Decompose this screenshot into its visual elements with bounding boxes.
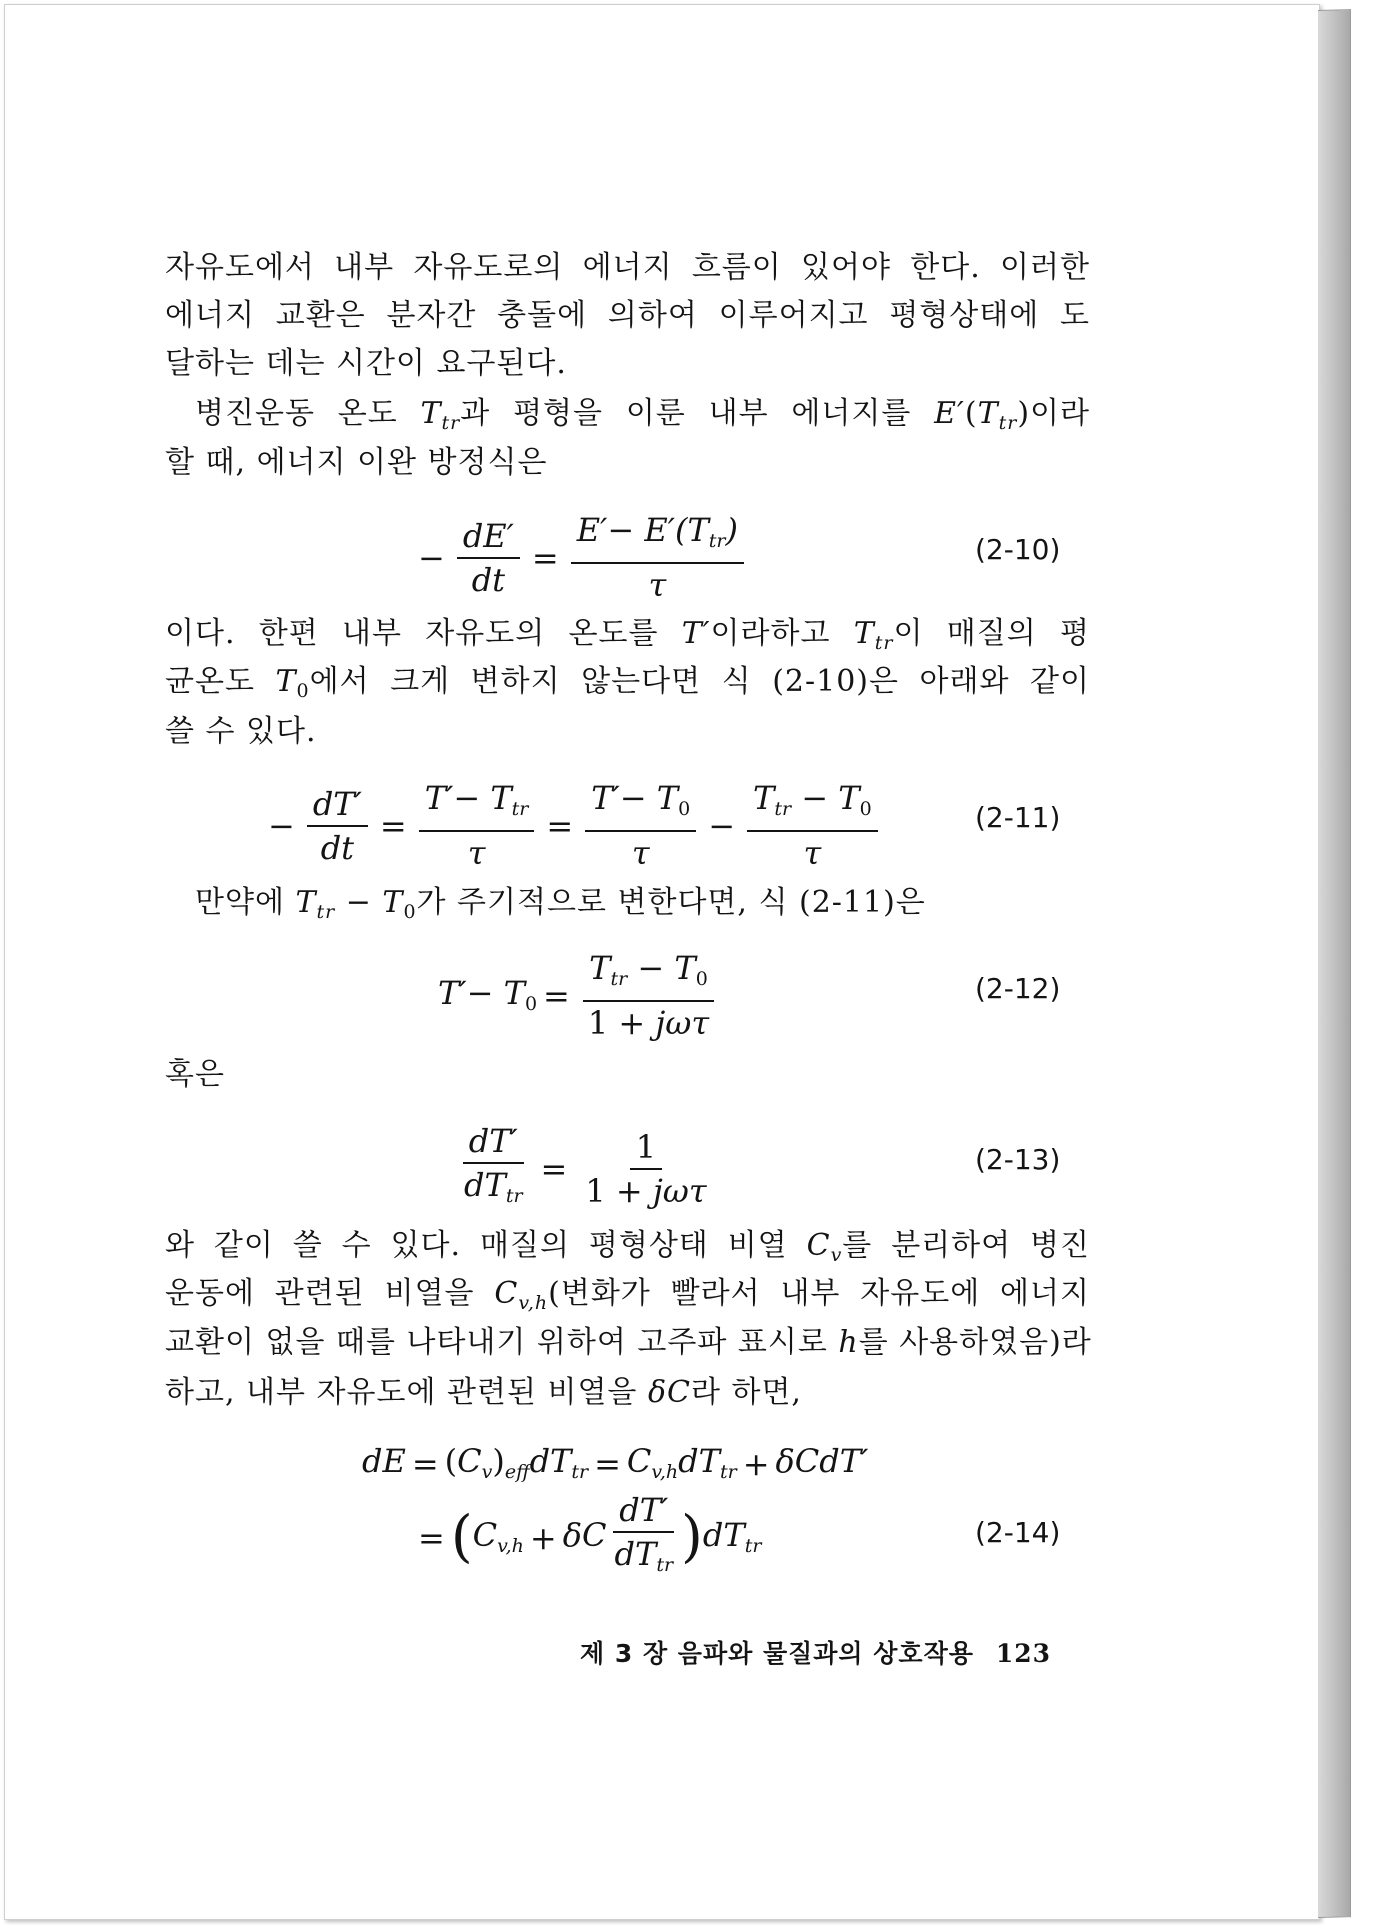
equation-number: (2-13) — [975, 1143, 1061, 1176]
text-line: 와 같이 쓸 수 있다. 매질의 평형상태 비열 $C_v$를 분리하여 병진 — [165, 1228, 1090, 1266]
equation-2-11: − $\frac{dT'}{dt}$ = $\frac{T'- T_{tr}}{\tau}$ = $\frac{T'- T_0}{\tau}$ − $\frac{T_{tr} - T_0}{\tau}$ — [262, 780, 884, 871]
equation-number: (2-12) — [975, 972, 1061, 1005]
text-line: 혹은 — [165, 1057, 225, 1092]
text-line: 병진운동 온도 $T_{tr}$과 평형을 이룬 내부 에너지를 $E'(T_{tr})$이라 — [195, 396, 1090, 434]
equation-2-12: $T'- T_0$ = $\frac{T_{tr} - T_0}{\text{1 + jωτ}}$ — [438, 950, 721, 1041]
text-line: 할 때, 에너지 이완 방정식은 — [165, 445, 548, 480]
text-line: 이다. 한편 내부 자유도의 온도를 T′이라하고 $T_{tr}$이 매질의 평 — [165, 616, 1090, 654]
page-edge — [1318, 9, 1351, 1918]
page-number: 123 — [995, 1639, 1052, 1668]
equation-number: (2-10) — [975, 533, 1061, 566]
equation-number: (2-14) — [975, 1516, 1061, 1549]
text-line: 에너지 교환은 분자간 충돌에 의하여 이루어지고 평형상태에 도 — [165, 298, 1090, 333]
text-line: 교환이 없을 때를 나타내기 위하여 고주파 표시로 h를 사용하였음)라 — [165, 1325, 1092, 1360]
equation-2-14-line2: = ($C_{v,h} + \delta C$ $\frac{dT'}{dT_{tr}}$ )$dT_{tr}$ — [418, 1491, 762, 1576]
text-line: 하고, 내부 자유도에 관련된 비열을 δC라 하면, — [165, 1375, 802, 1410]
text-line: 균온도 $T_0$에서 크게 변하지 않는다면 식 (2-10)은 아래와 같이 — [165, 664, 1091, 702]
equation-number: (2-11) — [975, 801, 1061, 834]
text-line: 자유도에서 내부 자유도로의 에너지 흐름이 있어야 한다. 이러한 — [165, 250, 1090, 285]
page-footer — [580, 1634, 1060, 1670]
equation-2-13: $\frac{dT'}{dT_{tr}}$ = $\frac{1}{\text{1 + jωτ}}$ — [464, 1122, 707, 1210]
equation-2-14-line1: dE = $(C_v)_{eff}dT_{tr} = C_{v,h}dT_{tr} + \delta CdT'$ — [362, 1442, 869, 1483]
equation-2-10: − $\frac{dE'}{dt}$ = $\frac{E'- E'(T_{tr})}{\tau}$ — [412, 512, 750, 603]
text-line: 만약에 $T_{tr} - T_0$가 주기적으로 변한다면, 식 (2-11)은 — [195, 885, 926, 923]
text-line: 쓸 수 있다. — [165, 714, 317, 749]
text-line: 달하는 데는 시간이 요구된다. — [165, 346, 567, 381]
chapter-title: 제 3 장 음파와 물질과의 상호작용 — [580, 1639, 974, 1668]
text-line: 운동에 관련된 비열을 $C_{v,h}$(변화가 빨라서 내부 자유도에 에너지 — [165, 1276, 1090, 1314]
